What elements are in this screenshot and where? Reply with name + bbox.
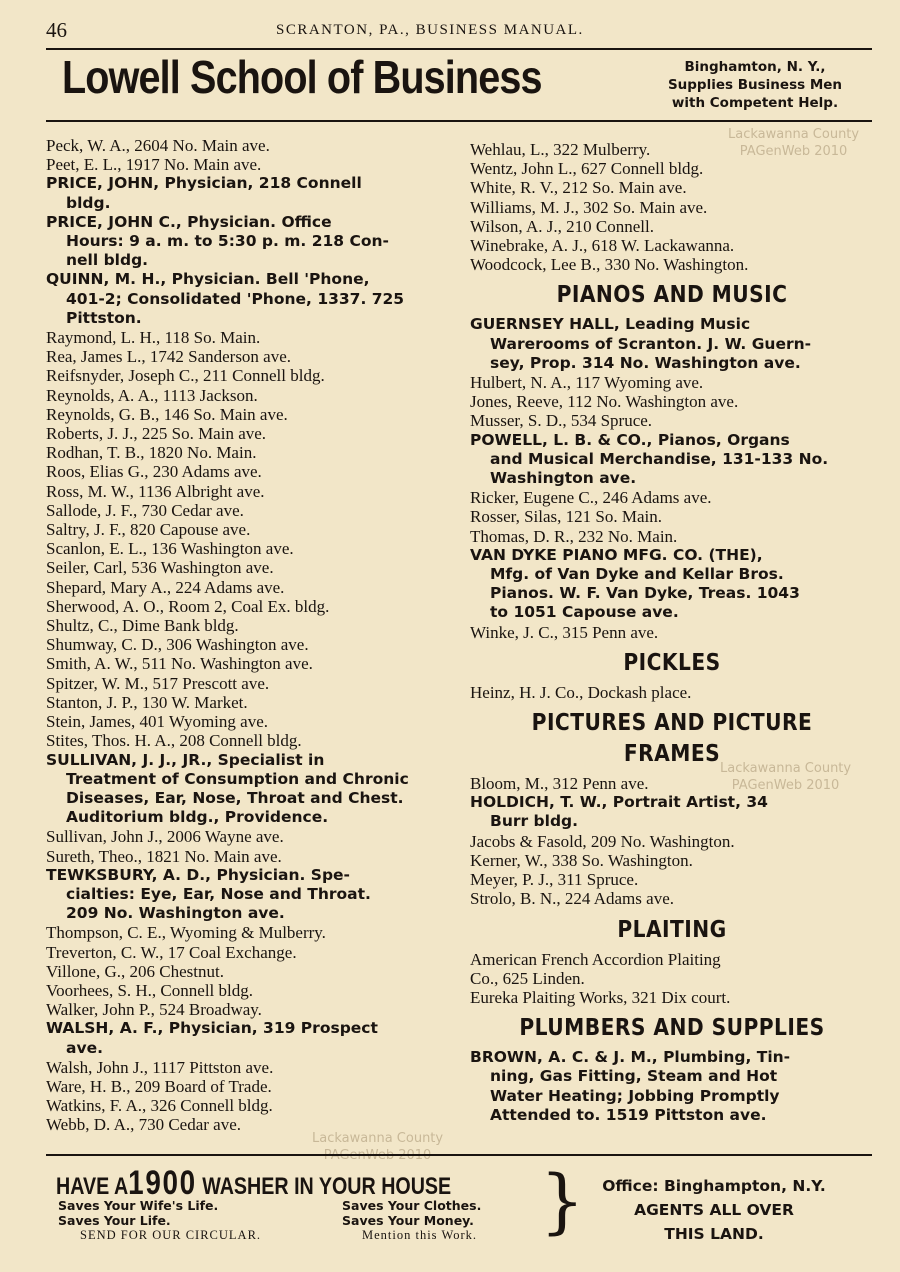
directory-entry: Watkins, F. A., 326 Connell bldg. <box>46 1096 273 1116</box>
ad-headline-post: WASHER IN YOUR HOUSE <box>202 1173 452 1200</box>
directory-entry: Raymond, L. H., 118 So. Main. <box>46 328 261 348</box>
ad-mention-line: Mention this Work. <box>362 1228 478 1242</box>
featured-entry-line: nell bldg. <box>66 251 149 270</box>
directory-entry: Sureth, Theo., 1821 No. Main ave. <box>46 846 282 866</box>
directory-entry: Co., 625 Linden. <box>470 968 585 988</box>
ad-office-line: Office: Binghampton, N.Y. <box>602 1177 826 1195</box>
directory-entry: Stites, Thos. H. A., 208 Connell bldg. <box>46 731 302 751</box>
featured-entry <box>46 213 450 271</box>
featured-entry <box>46 270 450 328</box>
featured-entry-line: Pianos. W. F. Van Dyke, Treas. 1043 <box>490 584 800 603</box>
section-heading <box>494 1013 850 1044</box>
directory-entry: Williams, M. J., 302 So. Main ave. <box>470 197 708 217</box>
featured-entry <box>46 751 450 828</box>
directory-entry: Roos, Elias G., 230 Adams ave. <box>46 462 262 482</box>
featured-entry-line: bldg. <box>66 193 111 212</box>
section-heading-line: PICKLES <box>623 649 721 676</box>
directory-entry: Wentz, John L., 627 Connell bldg. <box>470 159 704 179</box>
directory-entry: Shepard, Mary A., 224 Adams ave. <box>46 577 285 597</box>
featured-entry-line: ning, Gas Fitting, Steam and Hot <box>490 1067 778 1086</box>
featured-entry-line: cialties: Eye, Ear, Nose and Throat. <box>66 884 371 903</box>
washer-advertisement <box>46 1160 872 1250</box>
directory-entry: Winebrake, A. J., 618 W. Lackawanna. <box>470 236 735 256</box>
directory-entry: Sallode, J. F., 730 Cedar ave. <box>46 500 244 520</box>
featured-entry-line: TEWKSBURY, A. D., Physician. Spe- <box>46 865 350 884</box>
watermark <box>720 760 851 794</box>
directory-entry: Rosser, Silas, 121 So. Main. <box>470 507 662 527</box>
featured-entry-line: VAN DYKE PIANO MFG. CO. (THE), <box>470 545 763 564</box>
directory-entry: Strolo, B. N., 224 Adams ave. <box>470 889 674 909</box>
ad-headline-year: 1900 <box>128 1164 197 1202</box>
featured-entry <box>470 793 874 831</box>
directory-entry: Peck, W. A., 2604 No. Main ave. <box>46 136 270 155</box>
directory-entry: Voorhees, S. H., Connell bldg. <box>46 980 253 1000</box>
featured-entry-line: Water Heating; Jobbing Promptly <box>490 1086 780 1105</box>
watermark <box>728 126 859 160</box>
directory-entry: Jones, Reeve, 112 No. Washington ave. <box>470 392 739 412</box>
watermark-line: PAGenWeb 2010 <box>731 778 840 793</box>
banner-title: Lowell School of Business <box>62 51 542 103</box>
directory-entry: Rea, James L., 1742 Sanderson ave. <box>46 347 292 367</box>
ad-headline-pre: HAVE A <box>56 1173 129 1200</box>
featured-entry-line: Burr bldg. <box>490 812 579 831</box>
featured-entry-line: POWELL, L. B. & CO., Pianos, Organs <box>470 430 790 449</box>
page-header <box>46 14 872 44</box>
directory-entry: Reifsnyder, Joseph C., 211 Connell bldg. <box>46 366 325 386</box>
watermark <box>312 1130 443 1164</box>
section-heading <box>494 280 850 311</box>
directory-entry: Ross, M. W., 1136 Albright ave. <box>46 481 265 501</box>
directory-entry: Peet, E. L., 1917 No. Main ave. <box>46 155 262 175</box>
running-head: SCRANTON, PA., BUSINESS MANUAL. <box>276 22 584 38</box>
directory-entry: Scanlon, E. L., 136 Washington ave. <box>46 539 294 559</box>
left-column <box>46 136 450 1135</box>
banner-tagline-line: with Competent Help. <box>671 95 839 111</box>
featured-entry <box>46 866 450 924</box>
featured-entry-line: BROWN, A. C. & J. M., Plumbing, Tin- <box>470 1048 791 1067</box>
directory-entry: Walsh, John J., 1117 Pittston ave. <box>46 1057 274 1077</box>
featured-entry-line: Diseases, Ear, Nose, Throat and Chest. <box>66 788 404 807</box>
directory-entry: Wilson, A. J., 210 Connell. <box>470 216 654 236</box>
featured-entry-line: QUINN, M. H., Physician. Bell 'Phone, <box>46 270 370 289</box>
directory-entry: Reynolds, G. B., 146 So. Main ave. <box>46 404 288 424</box>
directory-entry: Woodcock, Lee B., 330 No. Washington. <box>470 255 749 275</box>
directory-entry: Webb, D. A., 730 Cedar ave. <box>46 1115 242 1135</box>
directory-entry: Walker, John P., 524 Broadway. <box>46 1000 262 1020</box>
directory-entry: Sullivan, John J., 2006 Wayne ave. <box>46 827 284 847</box>
featured-entry <box>46 174 450 212</box>
ad-line: Saves Your Life. <box>58 1213 171 1228</box>
featured-entry-line: WALSH, A. F., Physician, 319 Prospect <box>46 1019 378 1038</box>
directory-entry: Sherwood, A. O., Room 2, Coal Ex. bldg. <box>46 596 330 616</box>
directory-entry: Musser, S. D., 534 Spruce. <box>470 411 653 431</box>
directory-entry: Treverton, C. W., 17 Coal Exchange. <box>46 942 297 962</box>
directory-entry: Ricker, Eugene C., 246 Adams ave. <box>470 488 712 508</box>
featured-entry-line: 209 No. Washington ave. <box>66 904 285 923</box>
featured-entry-line: to 1051 Capouse ave. <box>490 603 679 622</box>
directory-entry: Heinz, H. J. Co., Dockash place. <box>470 682 692 702</box>
featured-entry <box>46 1019 450 1057</box>
ad-office <box>564 1174 864 1246</box>
directory-entry: Spitzer, W. M., 517 Prescott ave. <box>46 673 270 693</box>
directory-entry: Jacobs & Fasold, 209 No. Washington. <box>470 831 735 851</box>
ad-send-line: SEND FOR OUR CIRCULAR. <box>80 1228 262 1242</box>
section-heading <box>494 915 850 946</box>
featured-entry-line: PRICE, JOHN, Physician, 218 Connell <box>46 174 362 193</box>
directory-entry: Saltry, J. F., 820 Capouse ave. <box>46 520 251 540</box>
ad-office-line: AGENTS ALL OVER <box>634 1201 794 1219</box>
section-heading-line: FRAMES <box>623 741 721 768</box>
section-heading-line: PICTURES AND PICTURE <box>531 710 813 737</box>
watermark-line: PAGenWeb 2010 <box>739 144 848 159</box>
featured-entry-line: Treatment of Consumption and Chronic <box>66 769 409 788</box>
directory-entry: Stanton, J. P., 130 W. Market. <box>46 692 248 712</box>
featured-entry-line: PRICE, JOHN C., Physician. Office <box>46 212 332 231</box>
featured-entry-line: Warerooms of Scranton. J. W. Guern- <box>490 334 812 353</box>
directory-entry: Thomas, D. R., 232 No. Main. <box>470 526 678 546</box>
featured-entry-line: and Musical Merchandise, 131-133 No. <box>490 449 829 468</box>
featured-entry-line: ave. <box>66 1038 103 1057</box>
ad-office-line: THIS LAND. <box>664 1225 764 1243</box>
ad-middle-lines <box>342 1198 481 1228</box>
directory-entry: Roberts, J. J., 225 So. Main ave. <box>46 424 267 444</box>
featured-entry <box>470 315 874 373</box>
section-heading-line: PLUMBERS AND SUPPLIES <box>519 1015 825 1042</box>
featured-entry-line: Auditorium bldg., Providence. <box>66 808 329 827</box>
banner-rule <box>46 120 872 122</box>
directory-entry: Eureka Plaiting Works, 321 Dix court. <box>470 987 731 1007</box>
directory-entry: Shumway, C. D., 306 Washington ave. <box>46 635 309 655</box>
directory-entry: Villone, G., 206 Chestnut. <box>46 961 224 981</box>
featured-entry <box>470 546 874 623</box>
watermark-line: Lackawanna County <box>312 1131 444 1146</box>
banner-tagline-line: Supplies Business Men <box>667 77 843 93</box>
ad-line: Saves Your Clothes. <box>342 1198 482 1213</box>
banner-tagline <box>640 58 870 112</box>
directory-entry: Meyer, P. J., 311 Spruce. <box>470 870 639 890</box>
ad-left-lines <box>58 1198 218 1228</box>
directory-entry: Smith, A. W., 511 No. Washington ave. <box>46 654 313 674</box>
directory-entry: Thompson, C. E., Wyoming & Mulberry. <box>46 923 326 943</box>
advert-banner <box>62 50 872 118</box>
featured-entry-line: HOLDICH, T. W., Portrait Artist, 34 <box>470 793 768 812</box>
ad-line: Saves Your Money. <box>342 1213 474 1228</box>
watermark-line: Lackawanna County <box>728 127 860 142</box>
featured-entry-line: Attended to. 1519 Pittston ave. <box>490 1105 767 1124</box>
section-heading-line: PLAITING <box>617 916 727 943</box>
directory-entry: White, R. V., 212 So. Main ave. <box>470 178 687 198</box>
right-column <box>470 140 874 1125</box>
directory-entry: Ware, H. B., 209 Board of Trade. <box>46 1076 272 1096</box>
ad-line: Saves Your Wife's Life. <box>58 1198 219 1213</box>
featured-entry-line: 401-2; Consolidated 'Phone, 1337. 725 <box>66 289 405 308</box>
directory-entry: Wehlau, L., 322 Mulberry. <box>470 140 651 159</box>
section-heading-line: PIANOS AND MUSIC <box>556 282 788 309</box>
banner-tagline-line: Binghamton, N. Y., <box>684 59 826 75</box>
directory-entry: Reynolds, A. A., 1113 Jackson. <box>46 385 258 405</box>
featured-entry-line: Pittston. <box>66 308 142 327</box>
featured-entry-line: GUERNSEY HALL, Leading Music <box>470 315 751 334</box>
ad-rule <box>46 1154 872 1156</box>
directory-entry: Shultz, C., Dime Bank bldg. <box>46 616 239 636</box>
directory-entry: Bloom, M., 312 Penn ave. <box>470 774 649 794</box>
directory-entry: Kerner, W., 338 So. Washington. <box>470 850 693 870</box>
directory-entry: Rodhan, T. B., 1820 No. Main. <box>46 443 257 463</box>
directory-entry: Hulbert, N. A., 117 Wyoming ave. <box>470 373 704 393</box>
directory-entry: American French Accordion Plaiting <box>470 949 721 969</box>
watermark-line: Lackawanna County <box>720 761 852 776</box>
featured-entry-line: SULLIVAN, J. J., JR., Specialist in <box>46 750 325 769</box>
featured-entry <box>470 1048 874 1125</box>
featured-entry <box>470 431 874 489</box>
section-heading <box>494 648 850 679</box>
page-number: 46 <box>46 18 67 42</box>
featured-entry-line: sey, Prop. 314 No. Washington ave. <box>490 353 801 372</box>
featured-entry-line: Hours: 9 a. m. to 5:30 p. m. 218 Con- <box>66 232 389 251</box>
featured-entry-line: Washington ave. <box>490 469 637 488</box>
directory-entry: Winke, J. C., 315 Penn ave. <box>470 622 659 642</box>
brace-glyph: } <box>540 1160 585 1242</box>
watermark-line: PAGenWeb 2010 <box>323 1148 432 1163</box>
featured-entry-line: Mfg. of Van Dyke and Kellar Bros. <box>490 565 784 584</box>
directory-entry: Seiler, Carl, 536 Washington ave. <box>46 558 274 578</box>
directory-entry: Stein, James, 401 Wyoming ave. <box>46 712 268 732</box>
